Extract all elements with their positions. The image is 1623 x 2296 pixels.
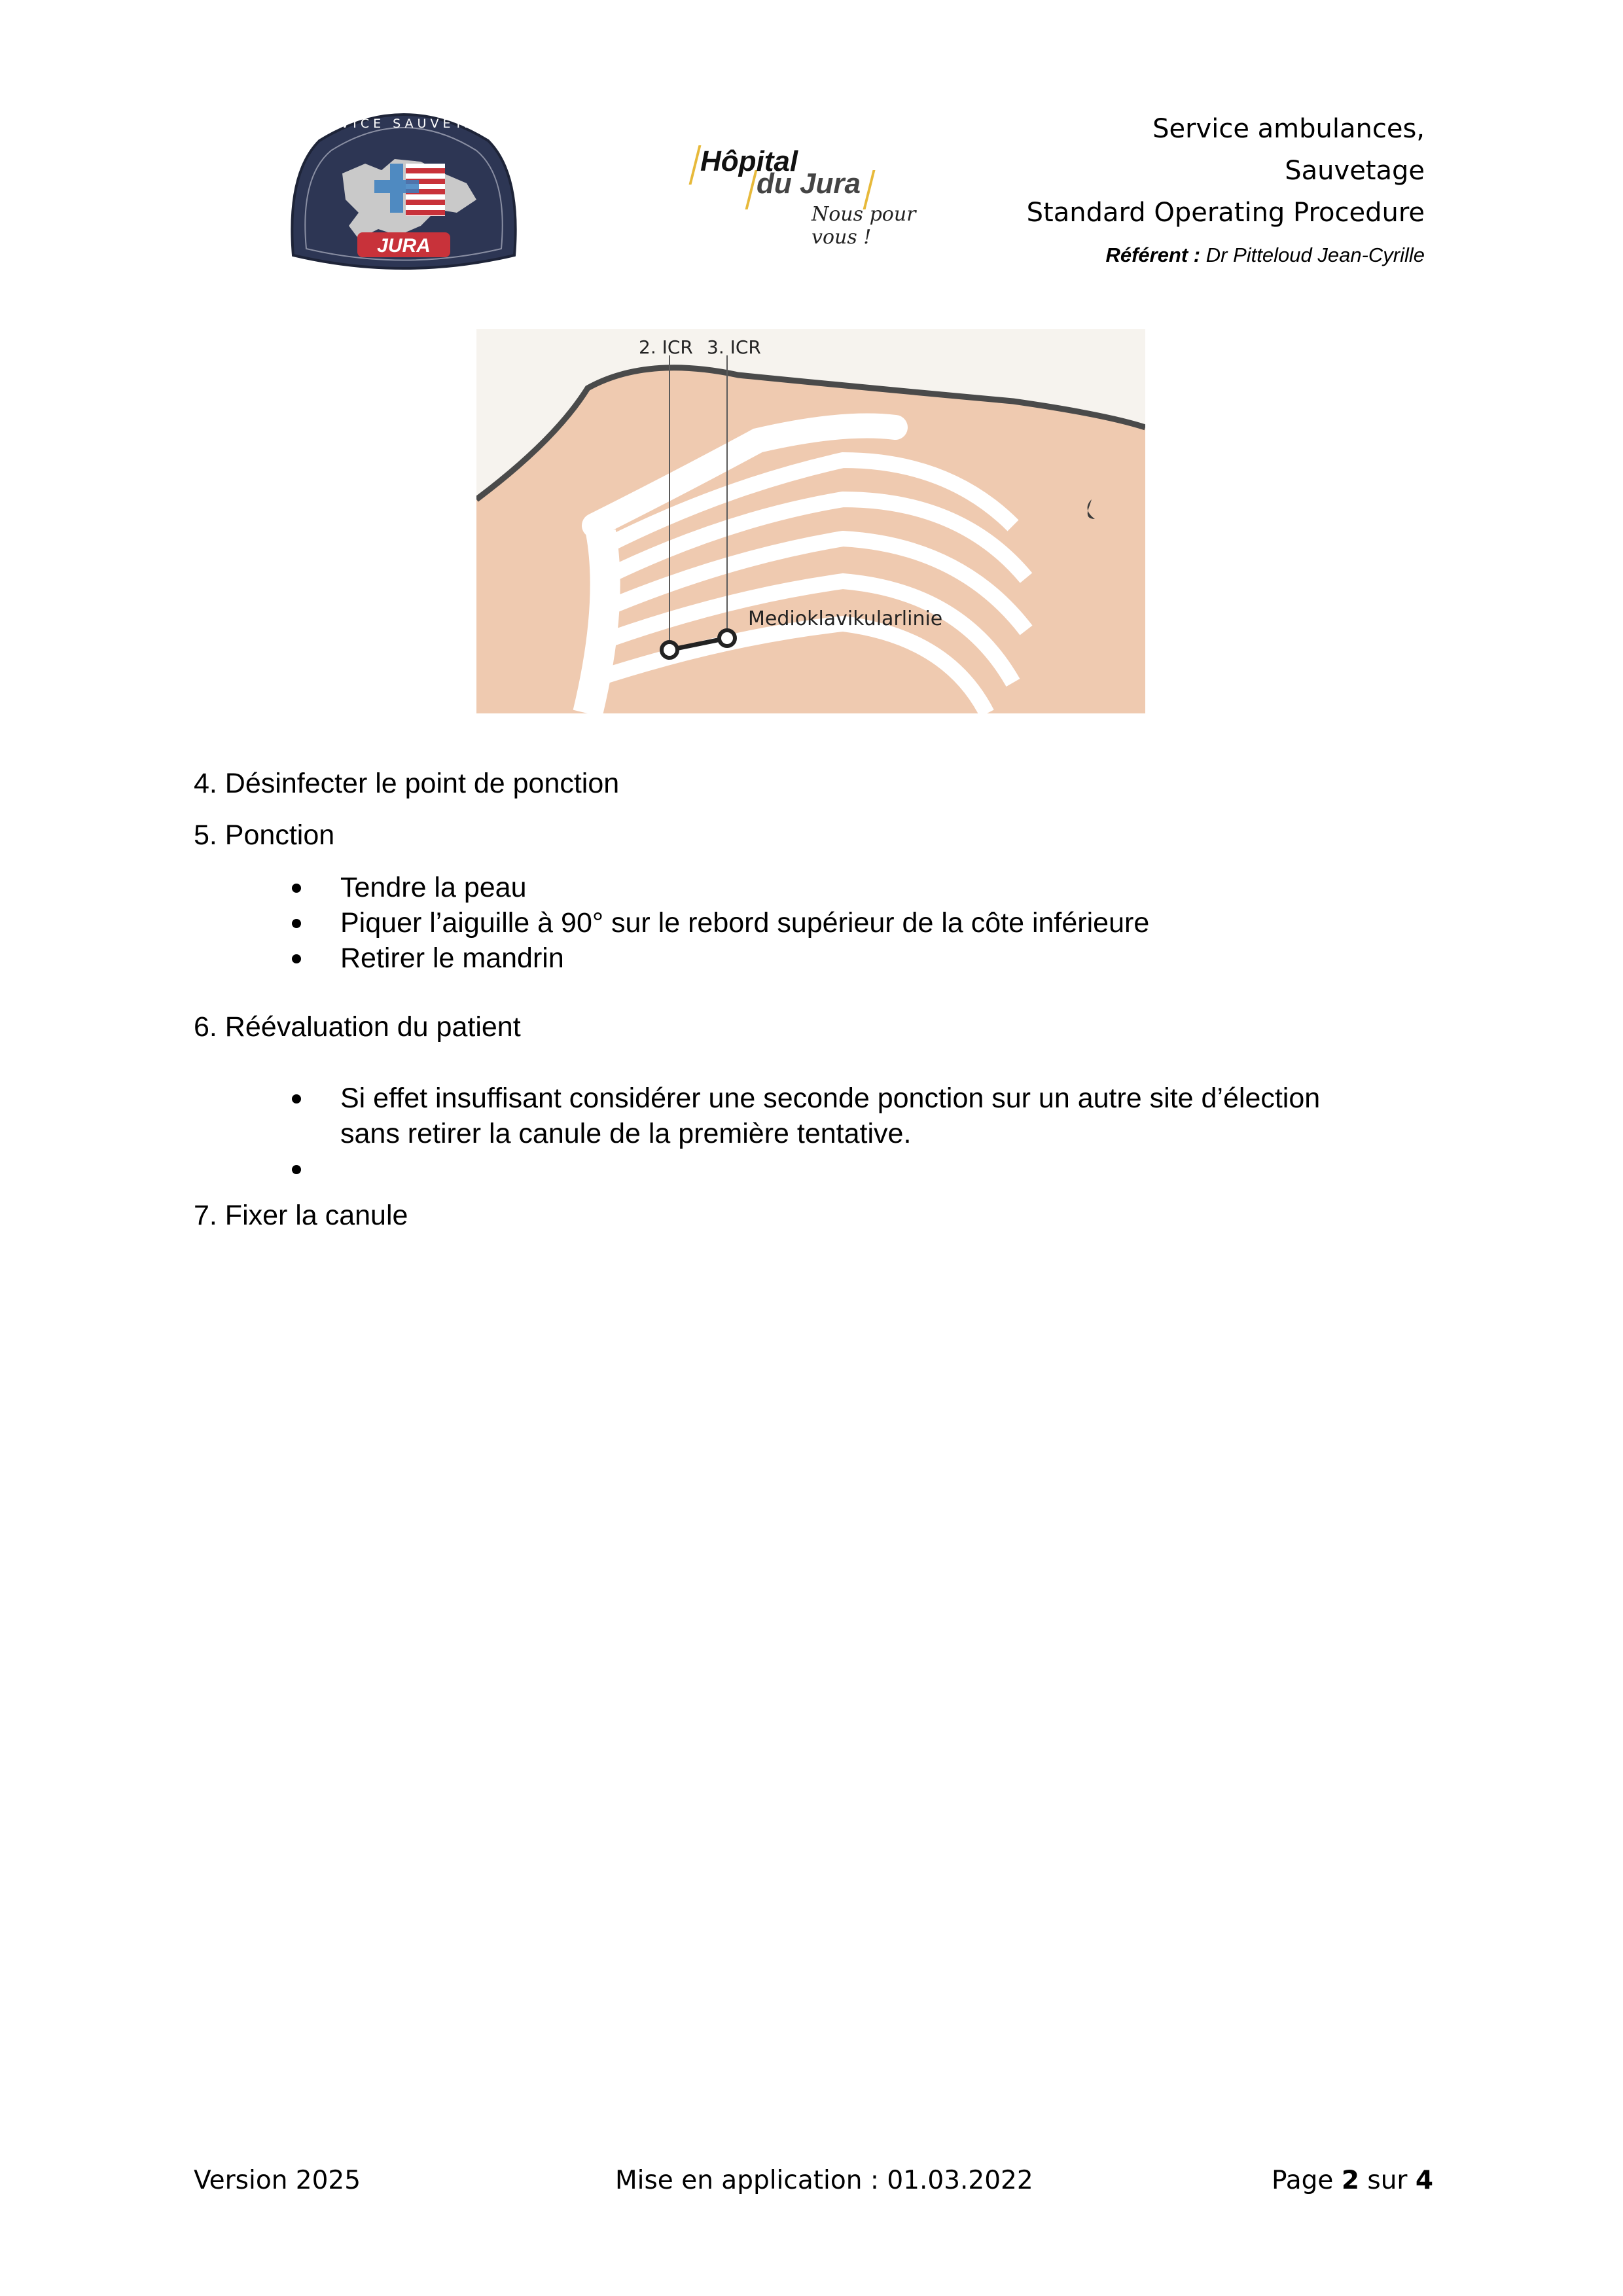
step-6-bullet-1-line-2: sans retirer la canule de la première tentative. [340,1118,912,1149]
hopital-du-jura-logo [687,137,949,249]
bullet-marker [292,884,301,893]
bullet-marker-empty-item [292,1165,301,1174]
hospital-logo-line1: Hôpital [700,145,798,177]
header-line-sauvetage: Sauvetage [1285,156,1425,186]
step-6: 6. Réévaluation du patient [194,1011,521,1043]
header-referent [1027,239,1425,272]
step-6-bullet-1-line-1: Si effet insuffisant considérer une seconde ponction sur un autre site d’élection [340,1083,1321,1114]
label-3-icr: 3. ICR [707,336,761,358]
hospital-logo-line2: du Jura [757,168,861,200]
step-4: 4. Désinfecter le point de ponction [194,768,620,799]
page-total: 4 [1415,2166,1433,2195]
bullet-marker [292,919,301,928]
label-medioklavikularlinie: Medioklavikularlinie [748,607,943,630]
referent-label: Référent : [1105,243,1201,266]
step-5-bullet-1: Tendre la peau [340,872,527,903]
step-5: 5. Ponction [194,819,335,851]
emblem-text-top: SERVICE SAUVETAGE [305,117,503,131]
bullet-marker [292,954,301,963]
header-line-service: Service ambulances, [1152,114,1425,144]
thorax-puncture-illustration [476,329,1145,713]
label-2-icr: 2. ICR [639,336,693,358]
footer-application-date: Mise en application : 01.03.2022 [615,2166,1033,2195]
header-line-sop: Standard Operating Procedure [1026,198,1425,228]
page-prefix: Page [1272,2166,1334,2195]
page-mid: sur [1367,2166,1408,2195]
bullet-marker [292,1094,301,1103]
emblem-text-bottom: JURA [377,235,431,257]
service-sauvetage-emblem [280,101,527,276]
step-5-bullet-2: Piquer l’aiguille à 90° sur le rebord supérieur de la côte inférieure [340,907,1150,939]
footer-page-number [1272,2163,1433,2198]
header-info [1027,108,1425,272]
referent-name: Dr Pitteloud Jean-Cyrille [1205,243,1425,266]
footer-version: Version 2025 [194,2166,361,2195]
page-current: 2 [1341,2166,1359,2195]
step-5-bullet-3: Retirer le mandrin [340,942,564,974]
step-7: 7. Fixer la canule [194,1200,408,1231]
hospital-logo-tagline: Nous pour vous ! [812,203,916,249]
